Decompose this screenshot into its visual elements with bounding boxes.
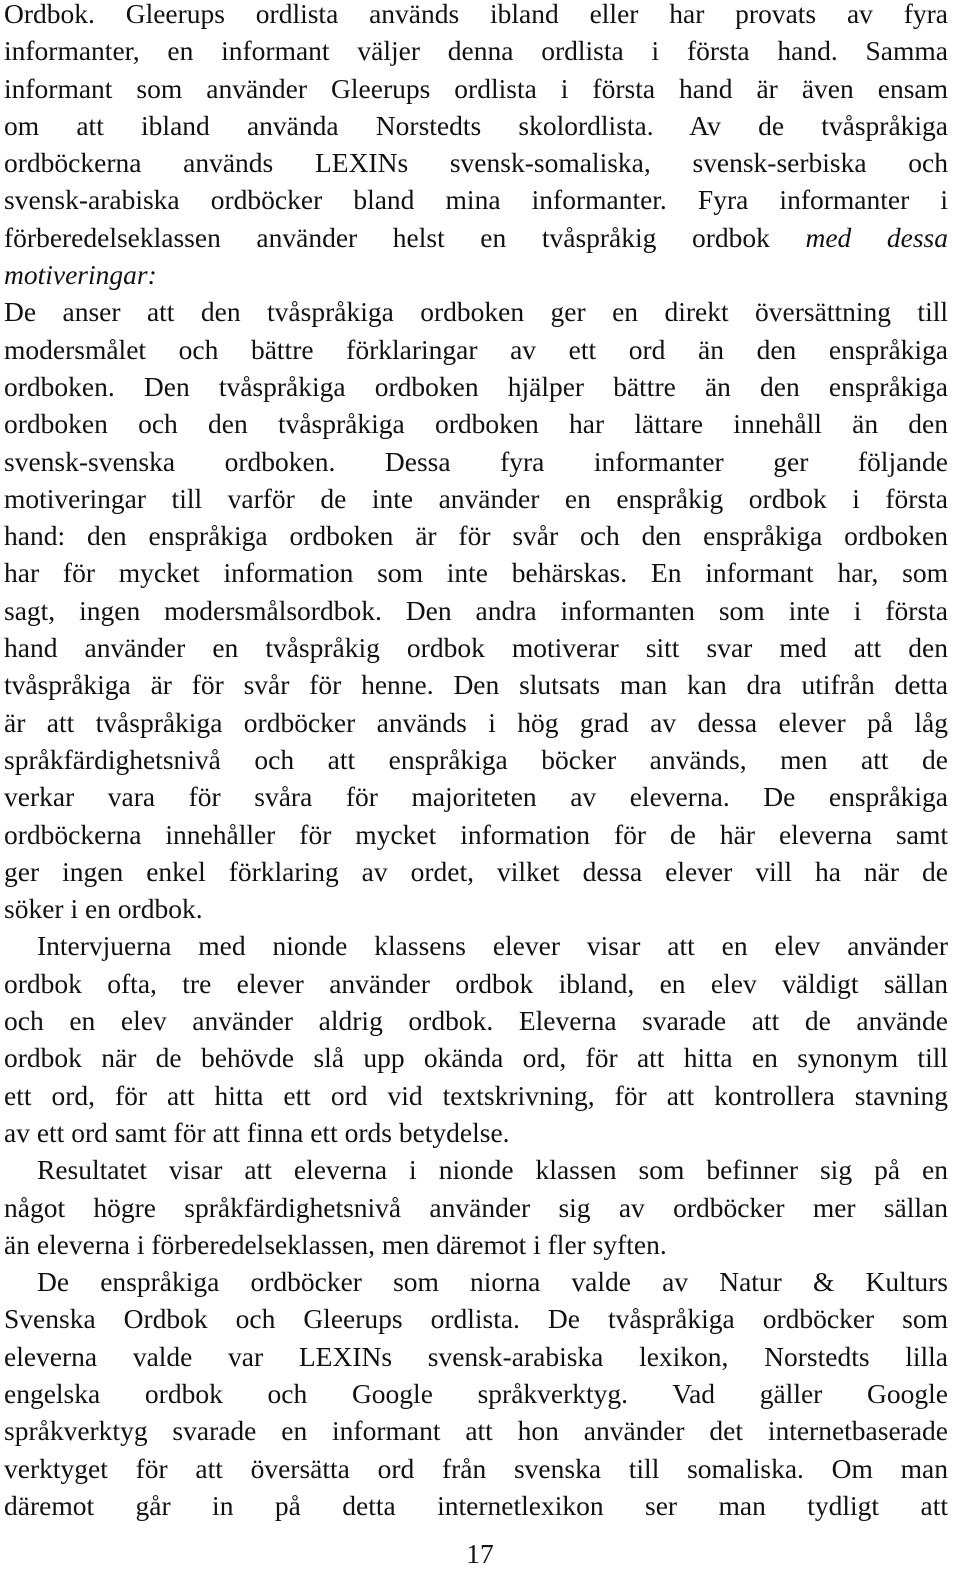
text-line: däremot går in på detta internetlexikon ser man tydligt att <box>4 1489 948 1521</box>
paragraph <box>4 927 948 1151</box>
paragraph <box>4 0 948 927</box>
text-line: om att ibland använda Norstedts skolordlista. Av de tvåspråkiga <box>4 109 948 141</box>
text-line: sagt, ingen modersmålsordbok. Den andra informanten som inte i första <box>4 594 948 626</box>
text-line: språkfärdighetsnivå och att enspråkiga böcker används, men att de <box>4 743 948 775</box>
text-line: hand använder en tvåspråkig ordbok motiverar sitt svar med att den <box>4 632 948 664</box>
text-segment: De enspråkiga ordböcker som niorna valde av Natur & Kulturs <box>37 1266 948 1298</box>
text-line: verktyget för att översätta ord från svenska till somaliska. Om man <box>4 1452 948 1484</box>
text-segment: Resultatet visar att eleverna i nionde klassen som befinner sig på en <box>37 1154 948 1186</box>
text-line: har för mycket information som inte behärskas. En informant har, som <box>4 557 948 589</box>
text-line: ordboken. Den tvåspråkiga ordboken hjälper bättre än den enspråkiga <box>4 370 948 402</box>
text-line: De anser att den tvåspråkiga ordboken ger en direkt översättning till <box>4 296 948 328</box>
text-line: Svenska Ordbok och Gleerups ordlista. De tvåspråkiga ordböcker som <box>4 1303 948 1335</box>
text-line: eleverna valde var LEXINs svensk-arabiska lexikon, Norstedts lilla <box>4 1340 948 1372</box>
text-line: och en elev använder aldrig ordbok. Eleverna svarade att de använde <box>4 1005 948 1037</box>
text-line: verkar vara för svåra för majoriteten av eleverna. De enspråkiga <box>4 781 948 813</box>
text-line: svensk-svenska ordboken. Dessa fyra informanter ger följande <box>4 445 948 477</box>
text-line: ett ord, för att hitta ett ord vid textskrivning, för att kontrollera stavning <box>4 1079 948 1111</box>
paragraph <box>4 1151 948 1263</box>
text-line: språkverktyg svarade en informant att hon använder det internetbaserade <box>4 1415 948 1447</box>
text-line <box>4 219 948 256</box>
text-segment: förberedelseklassen använder helst en tvåspråkig ordbok <box>4 221 770 253</box>
text-line: svensk-arabiska ordböcker bland mina informanter. Fyra informanter i <box>4 184 948 216</box>
text-line: Ordbok. Gleerups ordlista används ibland eller har provats av fyra <box>4 0 948 29</box>
page-number: 17 <box>466 1538 494 1569</box>
text-line: ordbok när de behövde slå upp okända ord, för att hitta en synonym till <box>4 1042 948 1074</box>
text-line: hand: den enspråkiga ordboken är för svår och den enspråkiga ordboken <box>4 520 948 552</box>
paragraph <box>4 1263 948 1524</box>
text-line: engelska ordbok och Google språkverktyg. Vad gäller Google <box>4 1377 948 1409</box>
text-line: ordböckerna innehåller för mycket information för de här eleverna samt <box>4 818 948 850</box>
text-line: modersmålet och bättre förklaringar av ett ord än den enspråkiga <box>4 333 948 365</box>
text-line: är att tvåspråkiga ordböcker används i hög grad av dessa elever på låg <box>4 706 948 738</box>
text-line: informant som använder Gleerups ordlista i första hand är även ensam <box>4 72 948 104</box>
italic-text-line: motiveringar: <box>4 259 157 291</box>
text-line: tvåspråkiga är för svår för henne. Den slutsats man kan dra utifrån detta <box>4 669 948 701</box>
text-line: ordbok ofta, tre elever använder ordbok ibland, en elev väldigt sällan <box>4 967 948 999</box>
text-line <box>4 1151 948 1188</box>
text-line: söker i en ordbok. <box>4 893 203 925</box>
text-line: ordböckerna används LEXINs svensk-somaliska, svensk-serbiska och <box>4 147 948 179</box>
text-line: än eleverna i förberedelseklassen, men däremot i fler syften. <box>4 1228 667 1260</box>
text-line: ger ingen enkel förklaring av ordet, vilket dessa elever vill ha när de <box>4 855 948 887</box>
text-segment: Intervjuerna med nionde klassens elever visar att en elev använder <box>37 930 948 962</box>
text-line <box>4 1263 948 1300</box>
text-line: av ett ord samt för att finna ett ords betydelse. <box>4 1116 510 1148</box>
text-line: informanter, en informant väljer denna ordlista i första hand. Samma <box>4 35 948 67</box>
document-page <box>4 0 948 1524</box>
text-line: ordboken och den tvåspråkiga ordboken har lättare innehåll än den <box>4 408 948 440</box>
italic-text: med dessa <box>805 221 948 253</box>
text-line <box>4 927 948 964</box>
text-line: motiveringar till varför de inte använder en enspråkig ordbok i första <box>4 482 948 514</box>
text-line: något högre språkfärdighetsnivå använder sig av ordböcker mer sällan <box>4 1191 948 1223</box>
